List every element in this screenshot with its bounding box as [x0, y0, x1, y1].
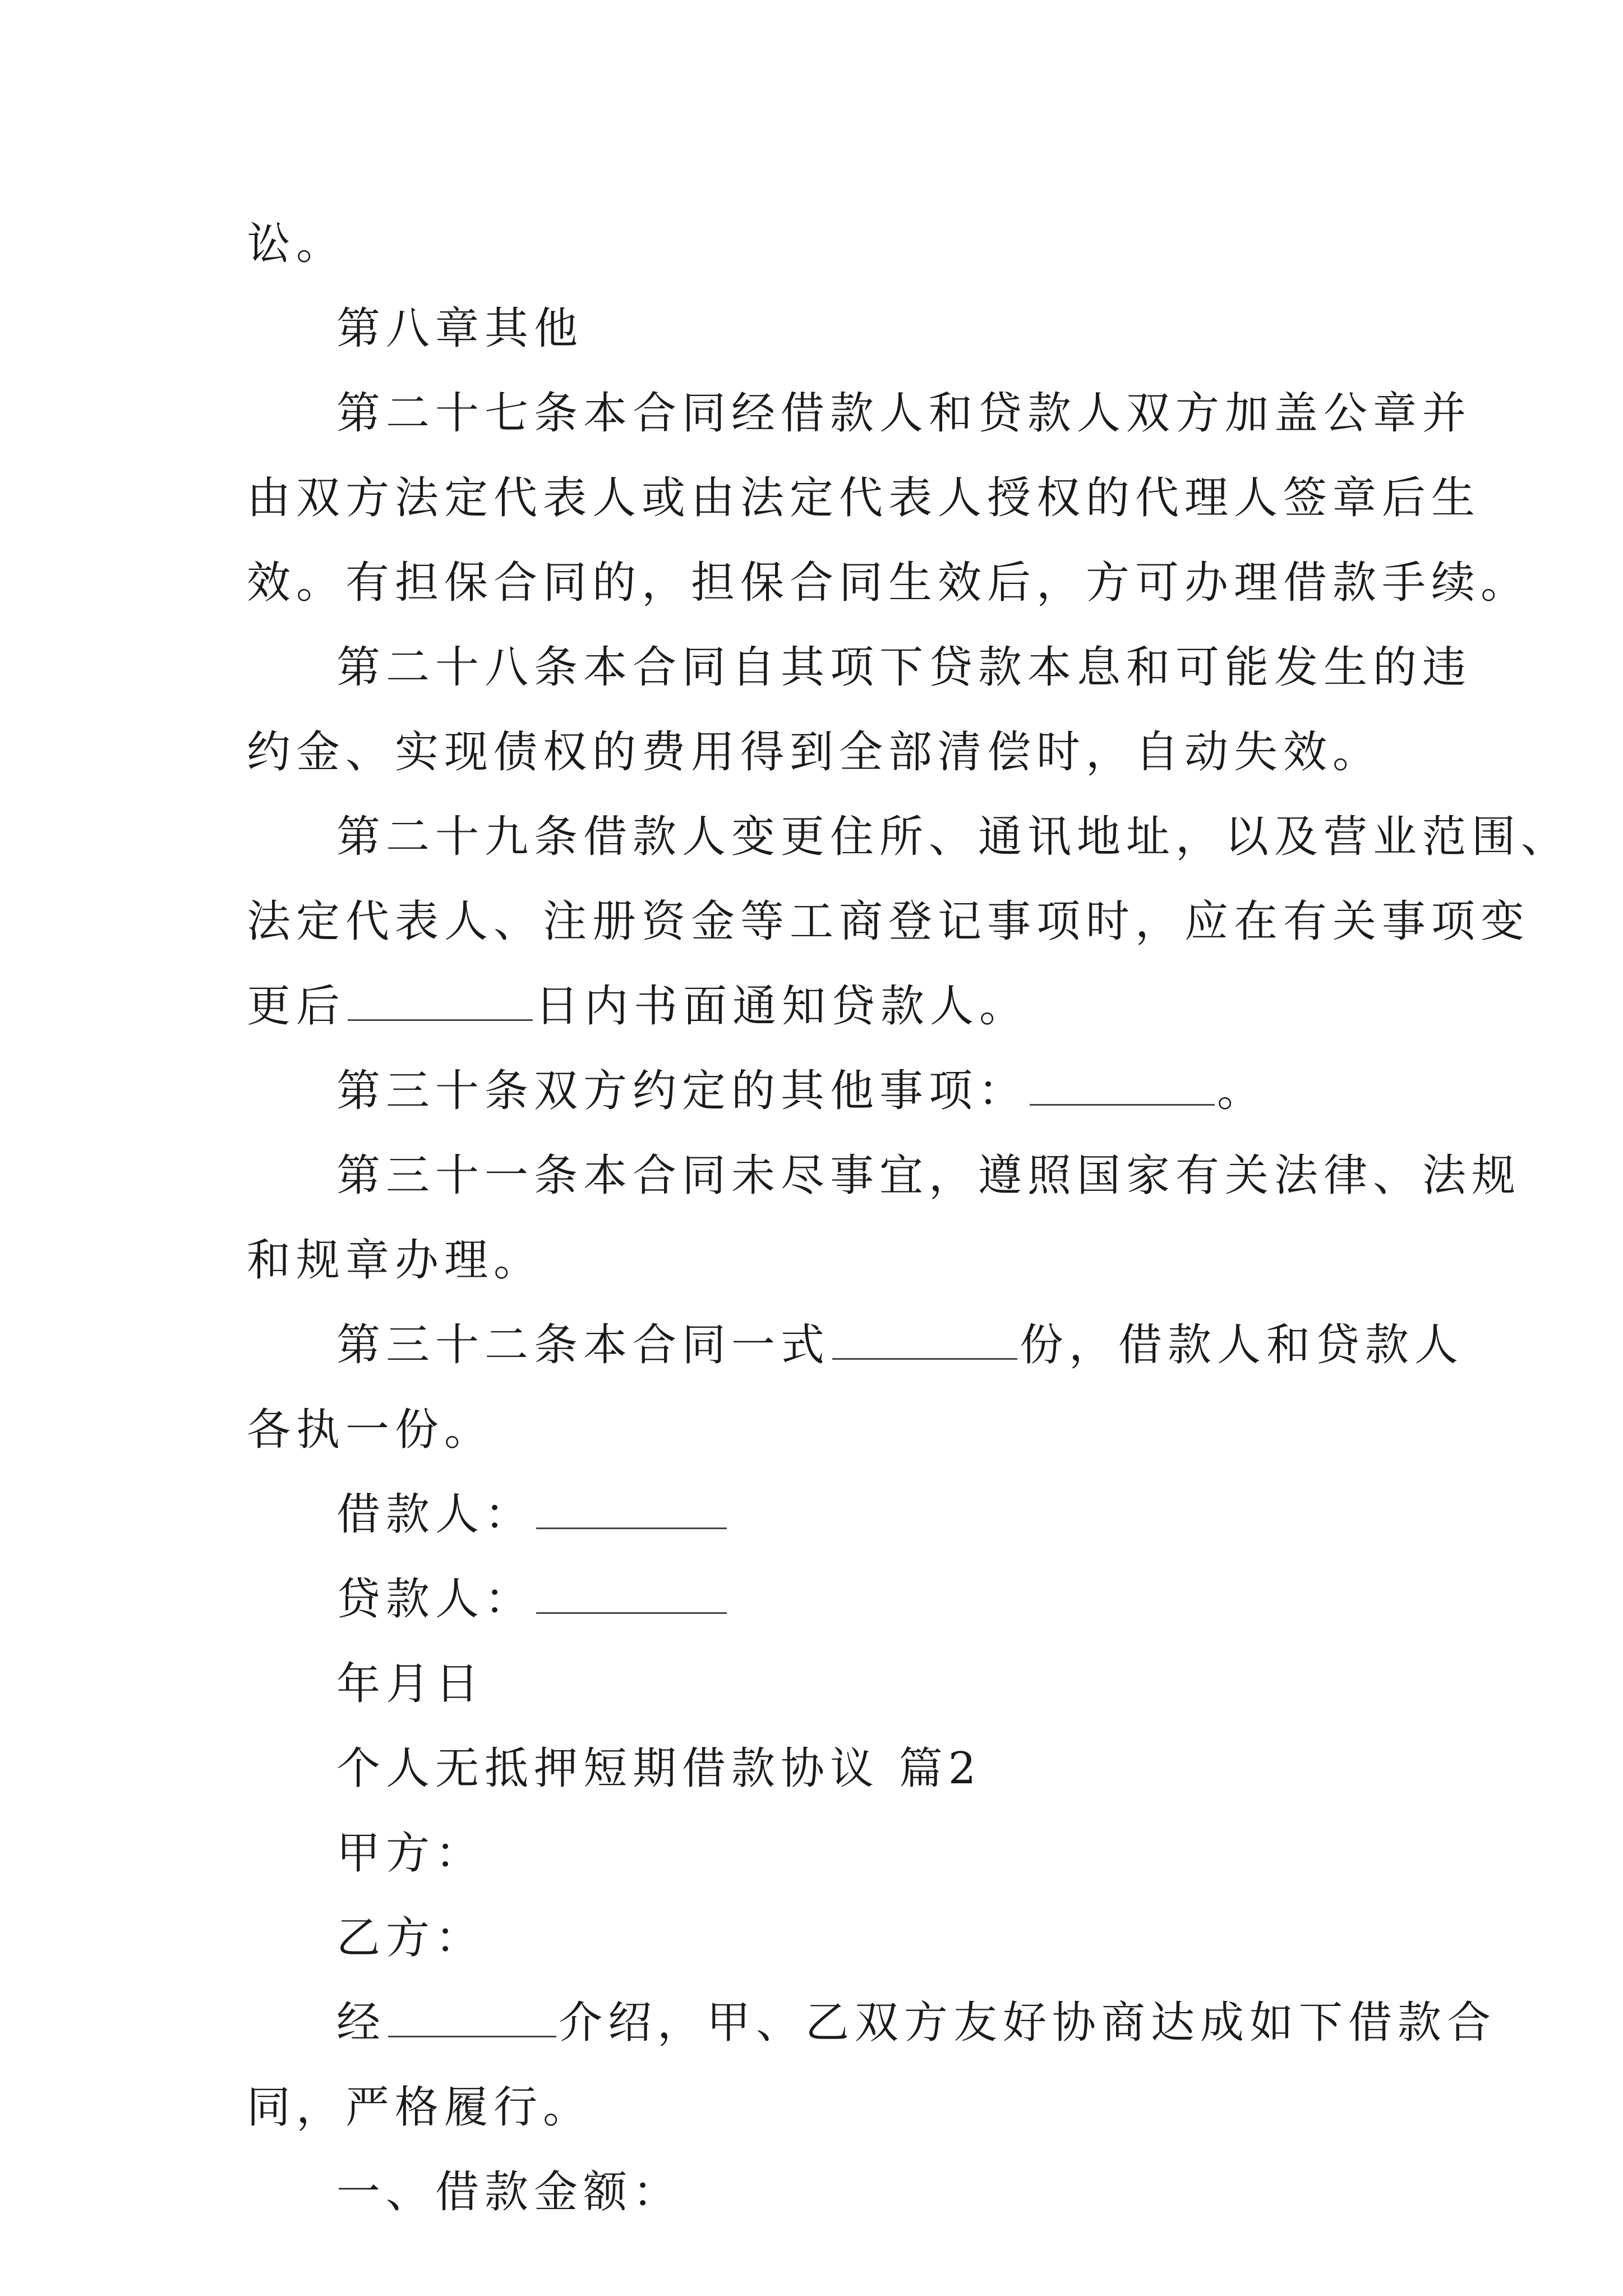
text-line: 第三十一条本合同未尽事宜，遵照国家有关法律、法规: [336, 1151, 1521, 1201]
chapter-heading: 第八章其他: [336, 303, 584, 354]
signature-line-lender: [247, 1557, 1391, 1642]
text-segment: 介绍，甲、乙双方友好协商达成如下借款合: [559, 1998, 1497, 2048]
text-line: 同，严格履行。: [247, 2082, 593, 2133]
text-line: 和规章办理。: [247, 1235, 543, 1286]
text-segment: 。: [1217, 1066, 1267, 1116]
text-line: 第二十七条本合同经借款人和贷款人双方加盖公章并: [336, 388, 1472, 439]
fill-in-blank[interactable]: [348, 980, 533, 1021]
text-segment: 第三十二条本合同一式: [336, 1320, 831, 1370]
text-line-with-blank: [247, 1303, 1464, 1388]
text-line-with-blank: [247, 1981, 1497, 2065]
text-line: 效。有担保合同的，担保合同生效后，方可办理借款手续。: [247, 558, 1530, 608]
text-line: 讼。: [247, 219, 346, 269]
text-line-with-blank: [247, 1049, 1391, 1134]
text-segment: 日内书面通知贷款人。: [535, 981, 1029, 1032]
fill-in-blank[interactable]: [1030, 1065, 1215, 1106]
date-line: 年月日: [336, 1659, 485, 1709]
party-a-line: 甲方：: [336, 1828, 485, 1879]
text-line: 法定代表人、注册资金等工商登记事项时，应在有关事项变: [247, 896, 1530, 947]
section-title: 个人无抵押短期借款协议 篇2: [336, 1743, 982, 1794]
fill-in-blank[interactable]: [832, 1319, 1017, 1360]
fill-in-blank[interactable]: [536, 1488, 727, 1529]
text-line: 约金、实现债权的费用得到全部清偿时，自动失效。: [247, 727, 1382, 777]
text-line: 由双方法定代表人或由法定代表人授权的代理人签章后生: [247, 473, 1481, 523]
text-segment: 贷款人：: [336, 1574, 534, 1625]
document-body: [247, 202, 1571, 2235]
text-segment: 借款人：: [336, 1489, 534, 1540]
text-line-with-blank: [247, 964, 1391, 1049]
text-line: 各执一份。: [247, 1405, 494, 1455]
text-segment: 第三十条双方约定的其他事项：: [336, 1066, 1028, 1116]
text-line: 第二十八条本合同自其项下贷款本息和可能发生的违: [336, 642, 1472, 693]
party-b-line: 乙方：: [336, 1913, 485, 1963]
text-line: 第二十九条借款人变更住所、通讯地址，以及营业范围、: [336, 812, 1571, 862]
text-segment: 份，借款人和贷款人: [1020, 1320, 1464, 1370]
fill-in-blank[interactable]: [388, 1996, 556, 2037]
fill-in-blank[interactable]: [536, 1573, 727, 1614]
signature-line-borrower: [247, 1473, 1391, 1557]
text-segment: 更后: [247, 981, 346, 1032]
clause-heading: 一、借款金额：: [336, 2167, 683, 2217]
text-segment: 经: [336, 1998, 386, 2048]
